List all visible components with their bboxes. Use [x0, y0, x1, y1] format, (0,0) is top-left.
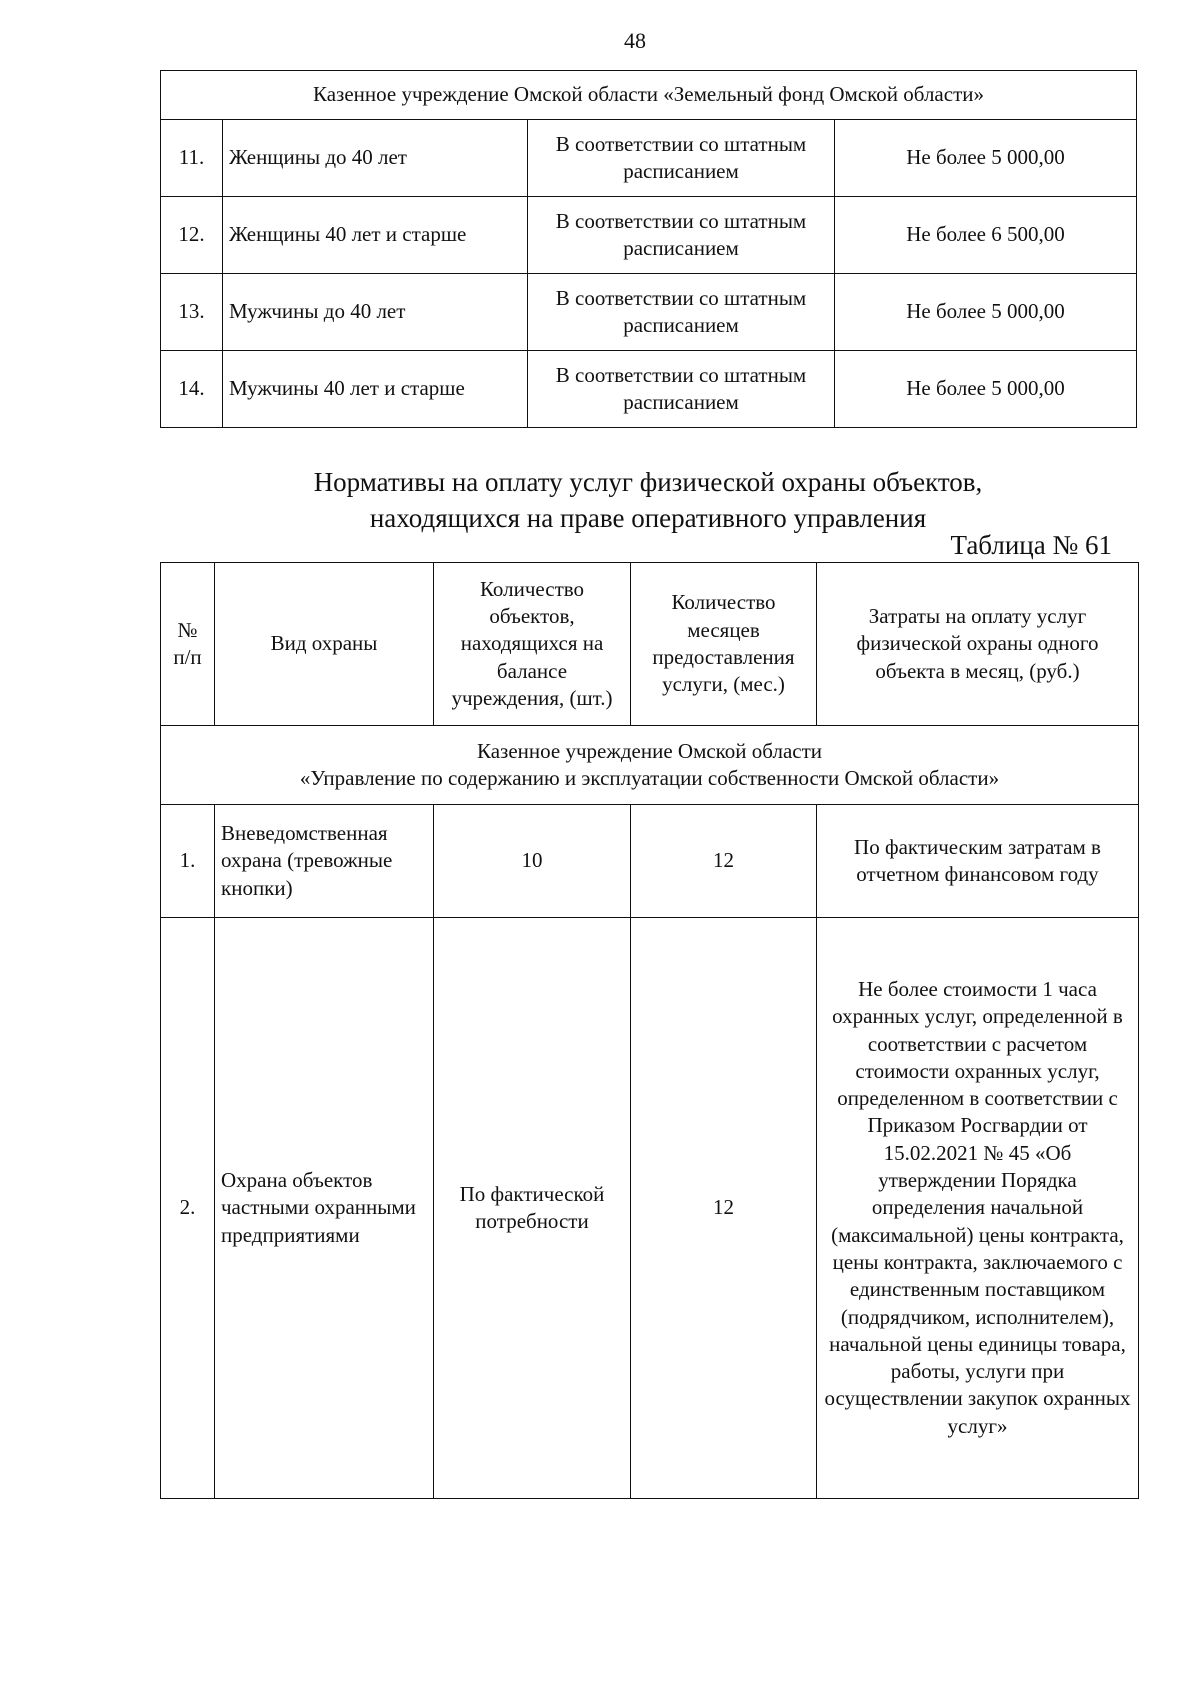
org-name-line1: Казенное учреждение Омской области: [476, 738, 822, 763]
row-category: Женщины до 40 лет: [223, 120, 528, 197]
row-cost: Не более стоимости 1 часа охранных услуг, определенной в соответствии с расчетом стоимости охранных услуг, определенном в соответствии с Приказом Росгвардии от 15.02.2021 № 45 «Об утверждении Порядка определения начальной (максимальной) цены контракта, цены контракта, заключаемого с единственным поставщиком (подрядчиком, исполнителем), начальной цены единицы товара, работы, услуги при осуществлении закупок охранных услуг»: [817, 918, 1139, 1499]
row-months: 12: [631, 805, 817, 918]
header-months: Количество месяцев предоставления услуги, (мес.): [631, 563, 817, 726]
table-row: [161, 805, 1139, 918]
org-name: Казенное учреждение Омской области «Земельный фонд Омской области»: [161, 71, 1137, 120]
employees-cost-table: [160, 70, 1137, 428]
row-number: 13.: [161, 274, 223, 351]
row-category: Мужчины 40 лет и старше: [223, 351, 528, 428]
row-cost: Не более 5 000,00: [835, 120, 1137, 197]
row-cost: Не более 5 000,00: [835, 274, 1137, 351]
row-number: 14.: [161, 351, 223, 428]
table-row: [161, 918, 1139, 1499]
table-org-row: [161, 726, 1139, 805]
table-org-row: [161, 71, 1137, 120]
header-cost: Затраты на оплату услуг физической охраны одного объекта в месяц, (руб.): [817, 563, 1139, 726]
row-number: 2.: [161, 918, 215, 1499]
table-row: [161, 274, 1137, 351]
table-row: [161, 351, 1137, 428]
row-objects: 10: [434, 805, 631, 918]
security-cost-table: [160, 562, 1139, 1499]
row-cost: По фактическим затратам в отчетном финансовом году: [817, 805, 1139, 918]
header-num: № п/п: [161, 563, 215, 726]
table-label: Таблица № 61: [950, 530, 1112, 560]
row-cost: Не более 6 500,00: [835, 197, 1137, 274]
header-objects: Количество объектов, находящихся на балансе учреждения, (шт.): [434, 563, 631, 726]
row-type: Вневедомственная охрана (тревожные кнопки): [215, 805, 434, 918]
row-quantity: В соответствии со штатным расписанием: [528, 197, 835, 274]
table-header-row: [161, 563, 1139, 726]
row-category: Женщины 40 лет и старше: [223, 197, 528, 274]
header-type: Вид охраны: [215, 563, 434, 726]
row-number: 1.: [161, 805, 215, 918]
row-number: 11.: [161, 120, 223, 197]
row-months: 12: [631, 918, 817, 1499]
row-objects: По фактической потребности: [434, 918, 631, 1499]
table-row: [161, 120, 1137, 197]
org-name: [161, 726, 1139, 805]
row-category: Мужчины до 40 лет: [223, 274, 528, 351]
row-quantity: В соответствии со штатным расписанием: [528, 274, 835, 351]
row-number: 12.: [161, 197, 223, 274]
org-name-line2: «Управление по содержанию и эксплуатации собственности Омской области»: [299, 766, 1000, 790]
row-quantity: В соответствии со штатным расписанием: [528, 351, 835, 428]
table-row: [161, 197, 1137, 274]
row-cost: Не более 5 000,00: [835, 351, 1137, 428]
row-quantity: В соответствии со штатным расписанием: [528, 120, 835, 197]
section-title-line2: находящихся на праве оперативного управления: [369, 503, 927, 534]
page-number: 48: [624, 28, 646, 53]
section-title: [160, 464, 1136, 537]
section-title-line1: Нормативы на оплату услуг физической охраны объектов,: [313, 467, 983, 497]
row-type: Охрана объектов частными охранными предприятиями: [215, 918, 434, 1499]
